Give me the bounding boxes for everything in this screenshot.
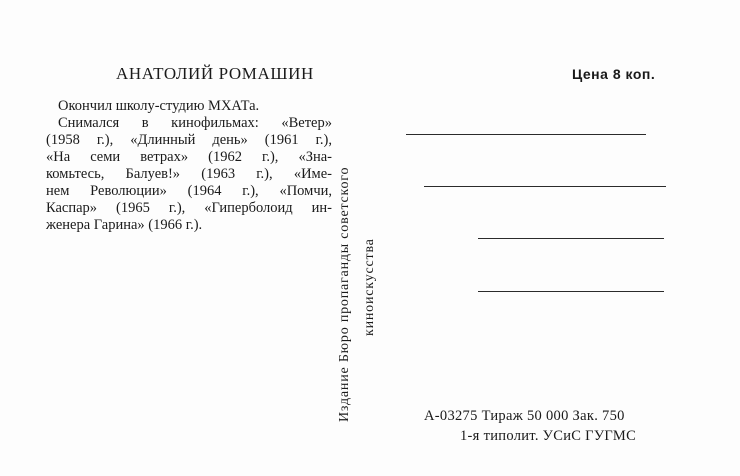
bio-line: комьтесь, Балуев!» (1963 г.), «Име-	[46, 166, 332, 182]
actor-name-title: АНАТОЛИЙ РОМАШИН	[116, 64, 314, 83]
imprint-line2: 1-я типолит. УСиС ГУГМС	[460, 428, 637, 444]
print-imprint	[424, 406, 636, 446]
price-label: Цена 8 коп.	[572, 66, 656, 82]
address-line	[406, 134, 646, 135]
biography-text	[46, 98, 332, 234]
address-line	[424, 186, 666, 187]
bio-line: нем Революции» (1964 г.), «Помчи,	[46, 183, 332, 199]
bio-line: (1958 г.), «Длинный день» (1961 г.),	[46, 132, 332, 148]
address-line	[478, 291, 664, 292]
bio-line: «На семи ветрах» (1962 г.), «Зна-	[46, 149, 332, 165]
bio-line: Снимался в кинофильмах: «Ветер»	[58, 115, 332, 131]
publisher-text-line1: Издание Бюро пропаганды советского	[337, 166, 352, 422]
bio-line: женера Гарина» (1966 г.).	[46, 217, 203, 233]
bio-line: Каспар» (1965 г.), «Гиперболоид ин-	[46, 200, 332, 216]
bio-line: Окончил школу-студию МХАТа.	[58, 98, 260, 114]
imprint-line1: А-03275 Тираж 50 000 Зак. 750	[424, 408, 625, 424]
publisher-text-line2: киноискусства	[362, 238, 377, 336]
address-line	[478, 238, 664, 239]
